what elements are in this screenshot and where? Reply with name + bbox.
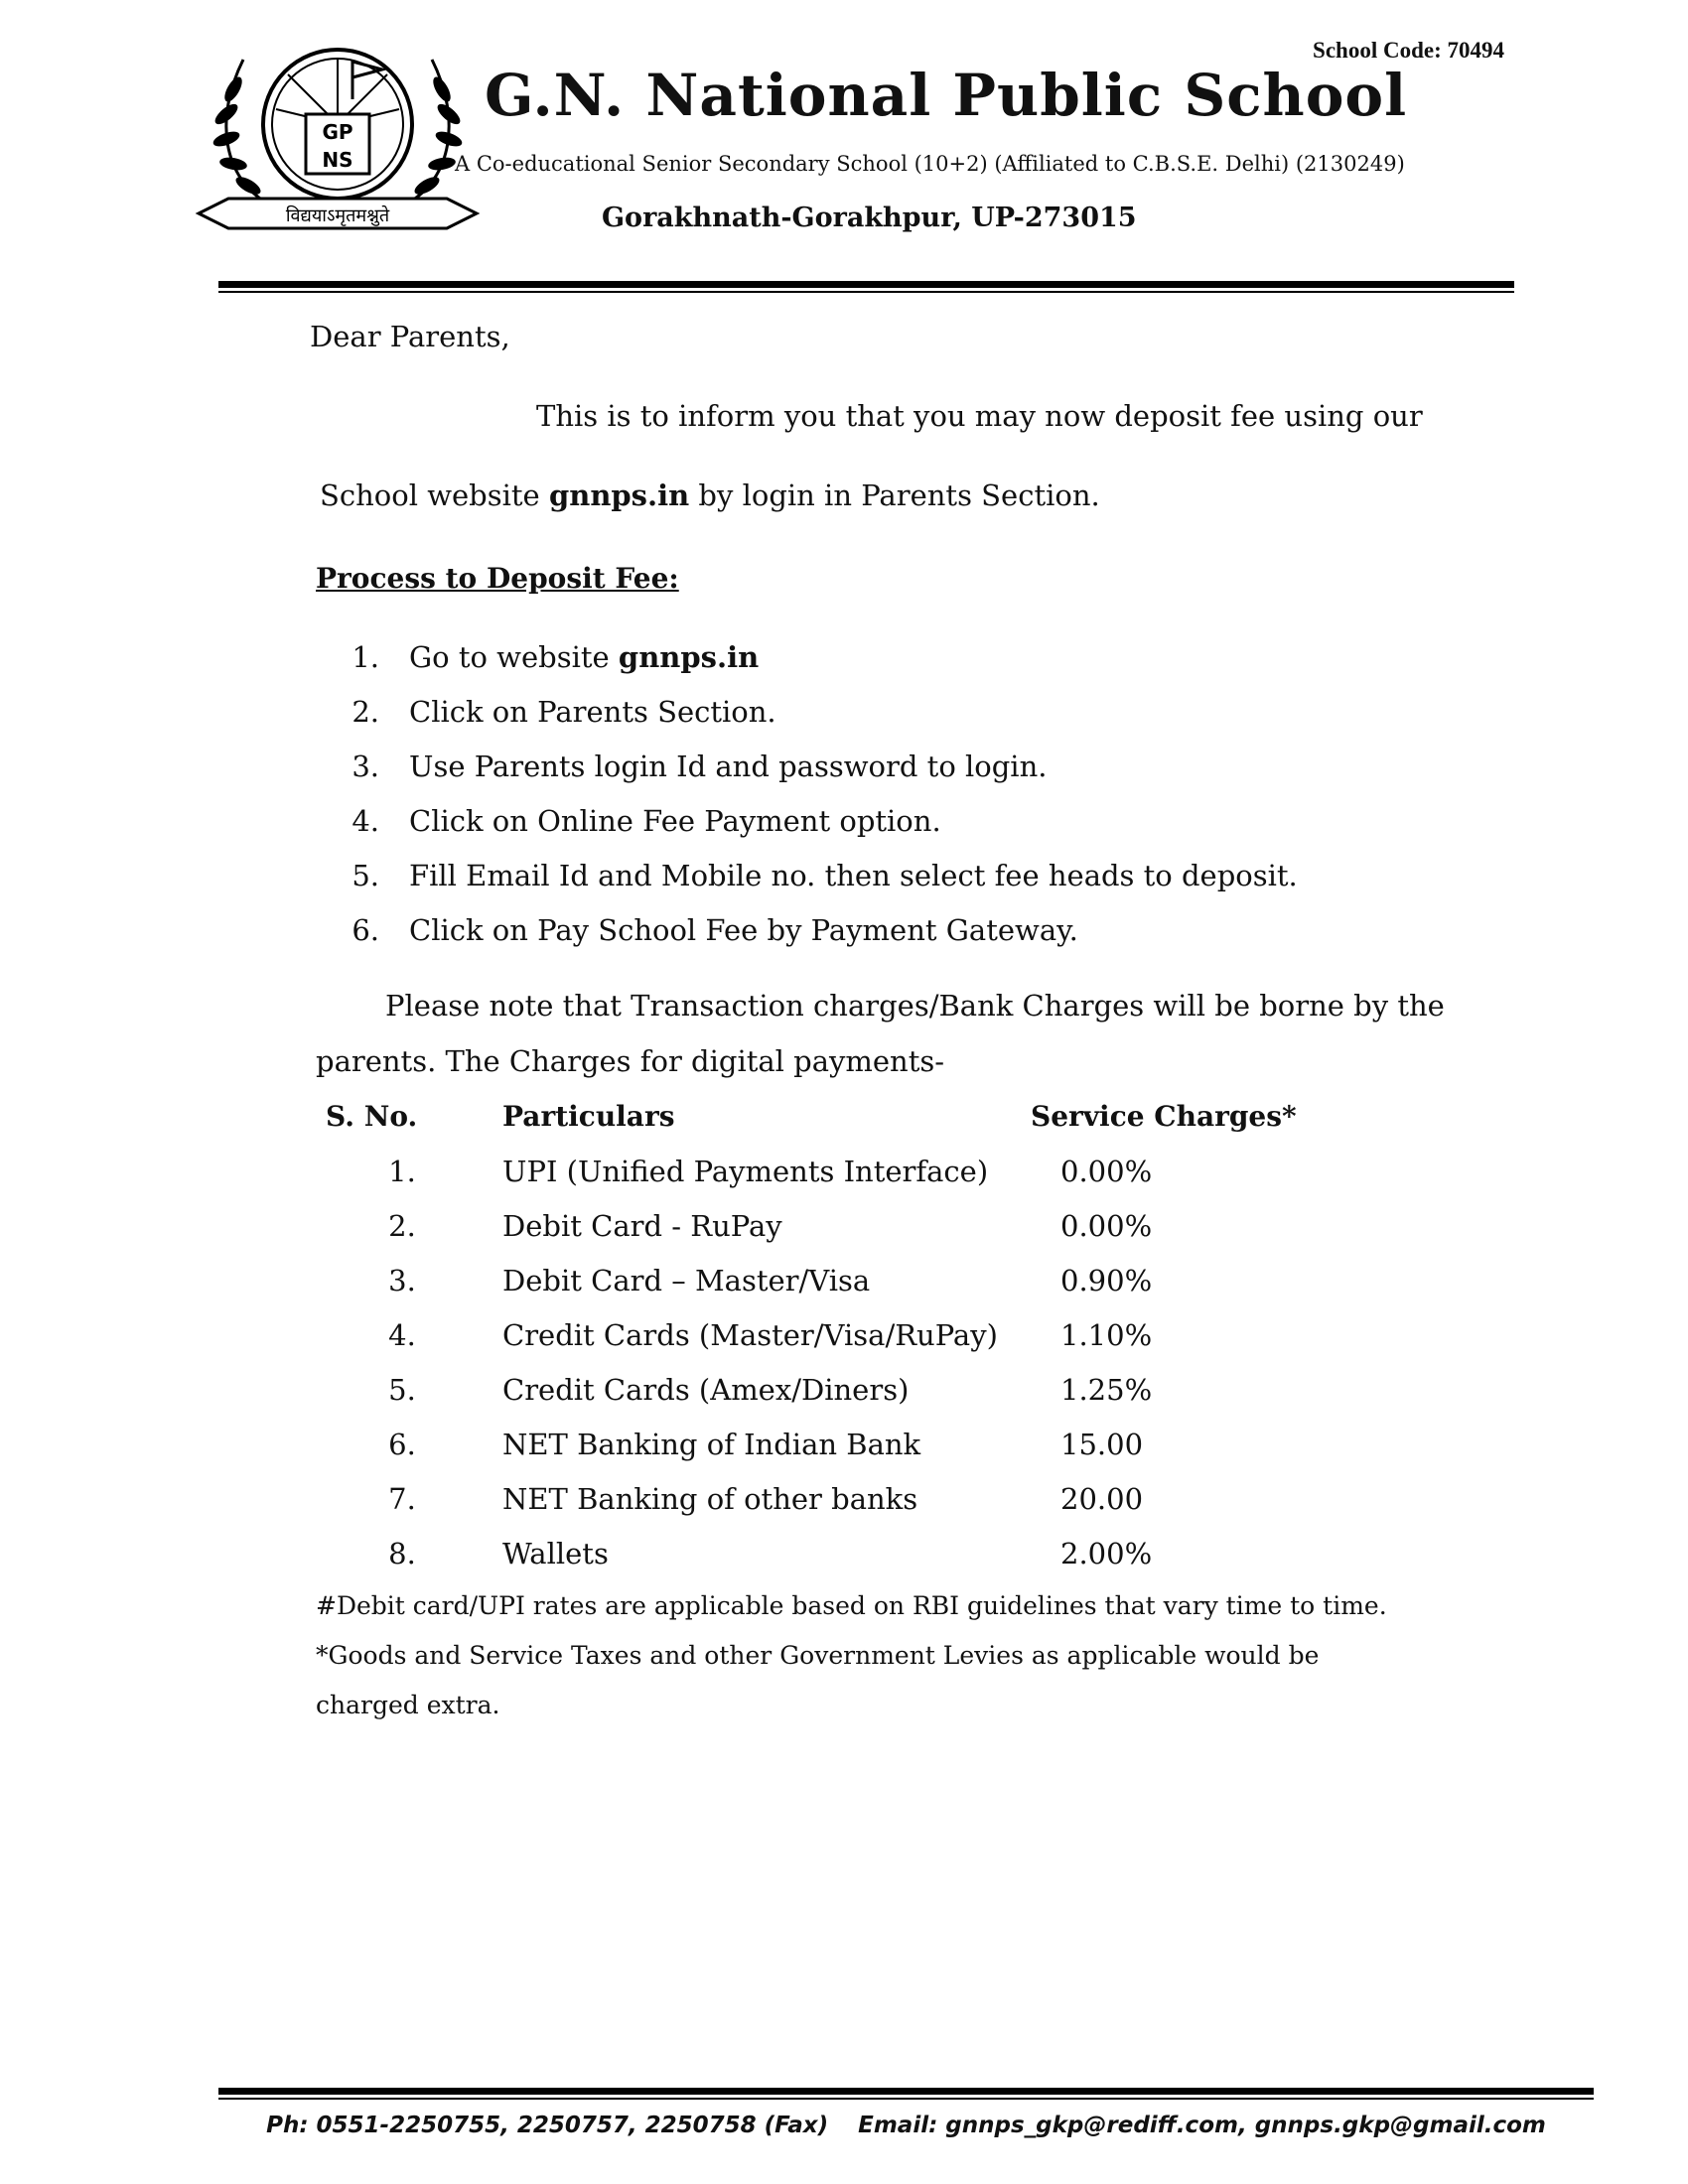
table-row: 3. Debit Card – Master/Visa 0.90% <box>388 1264 1153 1297</box>
list-item: 6. Click on Pay School Fee by Payment Gateway. <box>352 913 1078 947</box>
school-address: Gorakhnath-Gorakhpur, UP-273015 <box>602 203 1137 233</box>
table-row: 8. Wallets 2.00% <box>388 1537 1153 1570</box>
table-row: 1. UPI (Unified Payments Interface) 0.00% <box>388 1155 1153 1188</box>
footer-contact <box>218 2113 1594 2138</box>
intro-line-1: This is to inform you that you may now deposit fee using our <box>536 399 1423 433</box>
motto-ribbon: विद्ययाऽमृतमश्नुते <box>285 205 390 226</box>
table-row: 6. NET Banking of Indian Bank 15.00 <box>388 1428 1144 1461</box>
table-header-particulars: Particulars <box>502 1100 675 1133</box>
intro-line-2: School website gnnps.in by login in Parents Section. <box>320 478 1100 512</box>
list-item: 1. Go to website gnnps.in <box>352 640 760 674</box>
footer-phone: Ph: 0551-2250755, 2250757, 2250758 (Fax) <box>266 2113 829 2138</box>
table-row: 2. Debit Card - RuPay 0.00% <box>388 1209 1153 1243</box>
process-heading: Process to Deposit Fee: <box>316 562 679 595</box>
list-item: 4. Click on Online Fee Payment option. <box>352 804 941 838</box>
footnote-debit-upi: #Debit card/UPI rates are applicable based on RBI guidelines that vary time to time. <box>316 1591 1387 1620</box>
footnote-gst-line-1: *Goods and Service Taxes and other Government Levies as applicable would be <box>316 1641 1320 1670</box>
footer-divider-thin <box>218 2098 1594 2100</box>
header-divider-thin <box>218 291 1514 293</box>
school-name: G.N. National Public School <box>485 62 1408 129</box>
charges-note-line-2: parents. The Charges for digital payments- <box>316 1044 945 1078</box>
table-header-sno: S. No. <box>326 1100 418 1133</box>
list-item: 5. Fill Email Id and Mobile no. then select fee heads to deposit. <box>352 859 1298 892</box>
svg-text:GP: GP <box>322 120 353 144</box>
table-header-charges: Service Charges* <box>1031 1100 1297 1133</box>
table-row: 7. NET Banking of other banks 20.00 <box>388 1482 1144 1516</box>
website-link[interactable]: gnnps.in <box>618 640 760 674</box>
footer-email: Email: gnnps_gkp@rediff.com, gnnps.gkp@gmail.com <box>858 2113 1546 2138</box>
header-divider-thick <box>218 281 1514 288</box>
table-row: 5. Credit Cards (Amex/Diners) 1.25% <box>388 1373 1153 1407</box>
footnote-gst-line-2: charged extra. <box>316 1691 500 1719</box>
school-emblem-icon <box>189 30 487 258</box>
salutation: Dear Parents, <box>310 320 510 353</box>
footer-divider-thick <box>218 2088 1594 2095</box>
website-link[interactable]: gnnps.in <box>548 478 690 512</box>
charges-note-line-1: Please note that Transaction charges/Bank Charges will be borne by the <box>385 989 1445 1023</box>
school-affiliation: A Co-educational Senior Secondary School (10+2) (Affiliated to C.B.S.E. Delhi) (2130249) <box>455 152 1405 176</box>
school-code: School Code: 70494 <box>1313 38 1504 63</box>
list-item: 3. Use Parents login Id and password to login. <box>352 750 1048 783</box>
svg-text:NS: NS <box>322 148 353 172</box>
table-row: 4. Credit Cards (Master/Visa/RuPay) 1.10% <box>388 1318 1153 1352</box>
list-item: 2. Click on Parents Section. <box>352 695 776 729</box>
